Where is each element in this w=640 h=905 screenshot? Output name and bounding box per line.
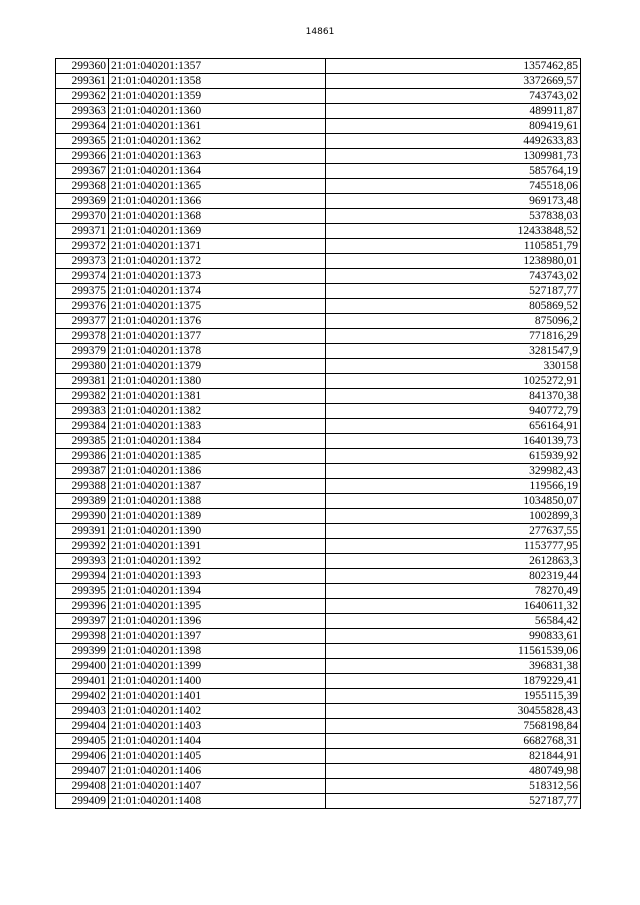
- cadastral-number-cell: 21:01:040201:1388: [109, 494, 326, 509]
- cadastral-number-cell: 21:01:040201:1381: [109, 389, 326, 404]
- row-number-cell: 299386: [56, 449, 109, 464]
- table-row: [56, 389, 581, 404]
- cadastral-number-cell: 21:01:040201:1394: [109, 584, 326, 599]
- table-row: [56, 734, 581, 749]
- row-number-cell: 299368: [56, 179, 109, 194]
- cadastral-value-cell: 585764,19: [326, 164, 581, 179]
- row-number-cell: 299403: [56, 704, 109, 719]
- table-row: [56, 194, 581, 209]
- cadastral-value-cell: 480749,98: [326, 764, 581, 779]
- cadastral-number-cell: 21:01:040201:1372: [109, 254, 326, 269]
- cadastral-value-cell: 329982,43: [326, 464, 581, 479]
- table-row: [56, 524, 581, 539]
- table-row: [56, 74, 581, 89]
- row-number-cell: 299408: [56, 779, 109, 794]
- cadastral-number-cell: 21:01:040201:1379: [109, 359, 326, 374]
- table-row: [56, 224, 581, 239]
- cadastral-number-cell: 21:01:040201:1383: [109, 419, 326, 434]
- cadastral-value-cell: 1640611,32: [326, 599, 581, 614]
- cadastral-value-cell: 1879229,41: [326, 674, 581, 689]
- page-number: 14861: [305, 27, 335, 37]
- row-number-cell: 299387: [56, 464, 109, 479]
- cadastral-number-cell: 21:01:040201:1373: [109, 269, 326, 284]
- row-number-cell: 299391: [56, 524, 109, 539]
- cadastral-number-cell: 21:01:040201:1360: [109, 104, 326, 119]
- cadastral-value-cell: 1034850,07: [326, 494, 581, 509]
- cadastral-value-cell: 805869,52: [326, 299, 581, 314]
- cadastral-value-cell: 940772,79: [326, 404, 581, 419]
- table-row: [56, 449, 581, 464]
- cadastral-number-cell: 21:01:040201:1369: [109, 224, 326, 239]
- table-row: [56, 554, 581, 569]
- table-row: [56, 419, 581, 434]
- table-row: [56, 479, 581, 494]
- row-number-cell: 299367: [56, 164, 109, 179]
- cadastral-value-cell: 656164,91: [326, 419, 581, 434]
- cadastral-value-cell: 809419,61: [326, 119, 581, 134]
- table-row: [56, 689, 581, 704]
- cadastral-value-cell: 771816,29: [326, 329, 581, 344]
- cadastral-number-cell: 21:01:040201:1377: [109, 329, 326, 344]
- row-number-cell: 299392: [56, 539, 109, 554]
- cadastral-value-cell: 745518,06: [326, 179, 581, 194]
- table-row: [56, 89, 581, 104]
- cadastral-number-cell: 21:01:040201:1382: [109, 404, 326, 419]
- cadastral-number-cell: 21:01:040201:1359: [109, 89, 326, 104]
- cadastral-number-cell: 21:01:040201:1399: [109, 659, 326, 674]
- cadastral-number-cell: 21:01:040201:1395: [109, 599, 326, 614]
- table-row: [56, 749, 581, 764]
- cadastral-value-cell: 841370,38: [326, 389, 581, 404]
- cadastral-value-cell: 1105851,79: [326, 239, 581, 254]
- cadastral-number-cell: 21:01:040201:1376: [109, 314, 326, 329]
- cadastral-number-cell: 21:01:040201:1393: [109, 569, 326, 584]
- table-row: [56, 719, 581, 734]
- row-number-cell: 299402: [56, 689, 109, 704]
- cadastral-number-cell: 21:01:040201:1408: [109, 794, 326, 809]
- cadastral-value-cell: 12433848,52: [326, 224, 581, 239]
- row-number-cell: 299384: [56, 419, 109, 434]
- cadastral-number-cell: 21:01:040201:1397: [109, 629, 326, 644]
- row-number-cell: 299399: [56, 644, 109, 659]
- cadastral-number-cell: 21:01:040201:1363: [109, 149, 326, 164]
- row-number-cell: 299383: [56, 404, 109, 419]
- cadastral-value-cell: 990833,61: [326, 629, 581, 644]
- cadastral-number-cell: 21:01:040201:1375: [109, 299, 326, 314]
- cadastral-number-cell: 21:01:040201:1406: [109, 764, 326, 779]
- row-number-cell: 299380: [56, 359, 109, 374]
- table-row: [56, 764, 581, 779]
- row-number-cell: 299377: [56, 314, 109, 329]
- row-number-cell: 299390: [56, 509, 109, 524]
- row-number-cell: 299406: [56, 749, 109, 764]
- cadastral-number-cell: 21:01:040201:1357: [109, 59, 326, 74]
- table-row: [56, 329, 581, 344]
- cadastral-value-cell: 11561539,06: [326, 644, 581, 659]
- table-row: [56, 209, 581, 224]
- table-row: [56, 119, 581, 134]
- cadastral-value-table: [55, 58, 581, 809]
- cadastral-value-cell: 119566,19: [326, 479, 581, 494]
- cadastral-value-cell: 875096,2: [326, 314, 581, 329]
- table-row: [56, 104, 581, 119]
- cadastral-number-cell: 21:01:040201:1364: [109, 164, 326, 179]
- row-number-cell: 299393: [56, 554, 109, 569]
- cadastral-number-cell: 21:01:040201:1398: [109, 644, 326, 659]
- row-number-cell: 299401: [56, 674, 109, 689]
- table-row: [56, 659, 581, 674]
- table-row: [56, 674, 581, 689]
- table-row: [56, 299, 581, 314]
- table-row: [56, 569, 581, 584]
- cadastral-value-cell: 537838,03: [326, 209, 581, 224]
- cadastral-number-cell: 21:01:040201:1402: [109, 704, 326, 719]
- cadastral-number-cell: 21:01:040201:1385: [109, 449, 326, 464]
- table-row: [56, 629, 581, 644]
- cadastral-value-cell: 3281547,9: [326, 344, 581, 359]
- table-row: [56, 164, 581, 179]
- table-row: [56, 404, 581, 419]
- row-number-cell: 299394: [56, 569, 109, 584]
- row-number-cell: 299397: [56, 614, 109, 629]
- row-number-cell: 299375: [56, 284, 109, 299]
- row-number-cell: 299398: [56, 629, 109, 644]
- row-number-cell: 299373: [56, 254, 109, 269]
- table-row: [56, 494, 581, 509]
- cadastral-value-cell: 1238980,01: [326, 254, 581, 269]
- cadastral-value-cell: 1309981,73: [326, 149, 581, 164]
- table-row: [56, 509, 581, 524]
- table-row: [56, 239, 581, 254]
- cadastral-number-cell: 21:01:040201:1358: [109, 74, 326, 89]
- cadastral-number-cell: 21:01:040201:1374: [109, 284, 326, 299]
- cadastral-value-cell: 1640139,73: [326, 434, 581, 449]
- row-number-cell: 299369: [56, 194, 109, 209]
- cadastral-value-cell: 1357462,85: [326, 59, 581, 74]
- table-row: [56, 314, 581, 329]
- table-body: [56, 59, 581, 809]
- cadastral-value-cell: 969173,48: [326, 194, 581, 209]
- table-row: [56, 434, 581, 449]
- cadastral-value-cell: 518312,56: [326, 779, 581, 794]
- row-number-cell: 299376: [56, 299, 109, 314]
- row-number-cell: 299360: [56, 59, 109, 74]
- table-row: [56, 269, 581, 284]
- cadastral-number-cell: 21:01:040201:1400: [109, 674, 326, 689]
- cadastral-value-cell: 743743,02: [326, 89, 581, 104]
- cadastral-number-cell: 21:01:040201:1387: [109, 479, 326, 494]
- cadastral-value-cell: 1025272,91: [326, 374, 581, 389]
- row-number-cell: 299396: [56, 599, 109, 614]
- cadastral-value-cell: 6682768,31: [326, 734, 581, 749]
- row-number-cell: 299364: [56, 119, 109, 134]
- cadastral-value-cell: 78270,49: [326, 584, 581, 599]
- row-number-cell: 299405: [56, 734, 109, 749]
- cadastral-value-cell: 396831,38: [326, 659, 581, 674]
- row-number-cell: 299374: [56, 269, 109, 284]
- table-row: [56, 284, 581, 299]
- cadastral-number-cell: 21:01:040201:1396: [109, 614, 326, 629]
- row-number-cell: 299371: [56, 224, 109, 239]
- row-number-cell: 299381: [56, 374, 109, 389]
- table-row: [56, 359, 581, 374]
- table-row: [56, 779, 581, 794]
- table-row: [56, 614, 581, 629]
- row-number-cell: 299365: [56, 134, 109, 149]
- row-number-cell: 299363: [56, 104, 109, 119]
- table-row: [56, 464, 581, 479]
- cadastral-number-cell: 21:01:040201:1366: [109, 194, 326, 209]
- table-row: [56, 134, 581, 149]
- cadastral-value-cell: 615939,92: [326, 449, 581, 464]
- table-row: [56, 149, 581, 164]
- cadastral-number-cell: 21:01:040201:1362: [109, 134, 326, 149]
- cadastral-number-cell: 21:01:040201:1384: [109, 434, 326, 449]
- cadastral-value-cell: 1153777,95: [326, 539, 581, 554]
- cadastral-value-cell: 3372669,57: [326, 74, 581, 89]
- cadastral-value-cell: 1002899,3: [326, 509, 581, 524]
- cadastral-value-cell: 527187,77: [326, 284, 581, 299]
- row-number-cell: 299409: [56, 794, 109, 809]
- cadastral-value-cell: 2612863,3: [326, 554, 581, 569]
- row-number-cell: 299362: [56, 89, 109, 104]
- table-row: [56, 179, 581, 194]
- row-number-cell: 299370: [56, 209, 109, 224]
- table-row: [56, 644, 581, 659]
- cadastral-number-cell: 21:01:040201:1386: [109, 464, 326, 479]
- row-number-cell: 299382: [56, 389, 109, 404]
- cadastral-number-cell: 21:01:040201:1405: [109, 749, 326, 764]
- cadastral-value-cell: 802319,44: [326, 569, 581, 584]
- row-number-cell: 299400: [56, 659, 109, 674]
- cadastral-number-cell: 21:01:040201:1390: [109, 524, 326, 539]
- table-row: [56, 344, 581, 359]
- cadastral-number-cell: 21:01:040201:1392: [109, 554, 326, 569]
- row-number-cell: 299372: [56, 239, 109, 254]
- cadastral-value-cell: 56584,42: [326, 614, 581, 629]
- cadastral-value-cell: 527187,77: [326, 794, 581, 809]
- row-number-cell: 299404: [56, 719, 109, 734]
- cadastral-value-cell: 7568198,84: [326, 719, 581, 734]
- row-number-cell: 299385: [56, 434, 109, 449]
- table-row: [56, 254, 581, 269]
- cadastral-number-cell: 21:01:040201:1389: [109, 509, 326, 524]
- cadastral-number-cell: 21:01:040201:1391: [109, 539, 326, 554]
- table-row: [56, 584, 581, 599]
- cadastral-number-cell: 21:01:040201:1368: [109, 209, 326, 224]
- table-row: [56, 599, 581, 614]
- cadastral-number-cell: 21:01:040201:1403: [109, 719, 326, 734]
- row-number-cell: 299407: [56, 764, 109, 779]
- cadastral-number-cell: 21:01:040201:1404: [109, 734, 326, 749]
- table-row: [56, 794, 581, 809]
- cadastral-value-cell: 277637,55: [326, 524, 581, 539]
- table-row: [56, 539, 581, 554]
- cadastral-value-cell: 4492633,83: [326, 134, 581, 149]
- row-number-cell: 299361: [56, 74, 109, 89]
- cadastral-value-cell: 489911,87: [326, 104, 581, 119]
- cadastral-value-cell: 743743,02: [326, 269, 581, 284]
- row-number-cell: 299388: [56, 479, 109, 494]
- table-row: [56, 704, 581, 719]
- cadastral-value-cell: 1955115,39: [326, 689, 581, 704]
- row-number-cell: 299395: [56, 584, 109, 599]
- row-number-cell: 299378: [56, 329, 109, 344]
- cadastral-number-cell: 21:01:040201:1365: [109, 179, 326, 194]
- cadastral-number-cell: 21:01:040201:1380: [109, 374, 326, 389]
- cadastral-number-cell: 21:01:040201:1401: [109, 689, 326, 704]
- cadastral-value-cell: 330158: [326, 359, 581, 374]
- cadastral-value-cell: 821844,91: [326, 749, 581, 764]
- row-number-cell: 299366: [56, 149, 109, 164]
- row-number-cell: 299389: [56, 494, 109, 509]
- cadastral-value-cell: 30455828,43: [326, 704, 581, 719]
- cadastral-number-cell: 21:01:040201:1361: [109, 119, 326, 134]
- row-number-cell: 299379: [56, 344, 109, 359]
- cadastral-number-cell: 21:01:040201:1407: [109, 779, 326, 794]
- table-row: [56, 59, 581, 74]
- cadastral-number-cell: 21:01:040201:1378: [109, 344, 326, 359]
- cadastral-number-cell: 21:01:040201:1371: [109, 239, 326, 254]
- table-row: [56, 374, 581, 389]
